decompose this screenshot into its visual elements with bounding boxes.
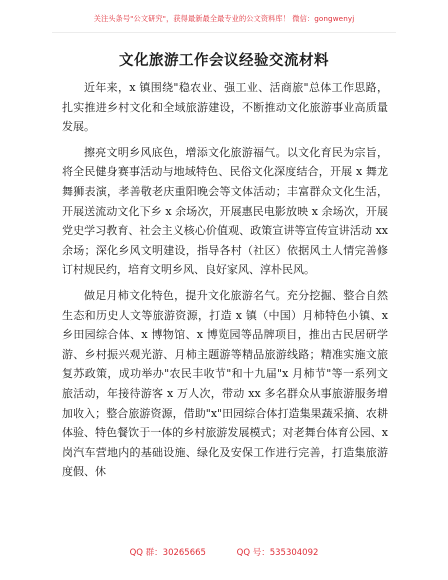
paragraph-civilization: 擦亮文明乡风底色，增添文化旅游福气。以文化育民为宗旨，将全民健身赛事活动与地域特色、民俗文化深度结合，开展 x 舞龙舞狮表演，孝善敬老庆重阳晚会等文体活动；丰富群众文化生活，开展送流动文化下乡 x 余场次，开展惠民电影放映 x 余场次，开展党史学习教育、社会主义核心价值观、政策宣讲等宣传宣讲活动 xx 余场；深化乡风文明建设，指导各村（社区）依据风土人情完善修订村规民约，培育文明乡风、良好家风、淳朴民风。 xyxy=(62,145,388,277)
document-title: 文化旅游工作会议经验交流材料 xyxy=(119,52,329,69)
footer-contact xyxy=(0,546,448,558)
paragraph-persimmon-culture: 做足月柿文化特色，提升文化旅游名气。充分挖掘、整合自然生态和历史人文等旅游资源，打造 x 镇（中国）月柿特色小镇、x 乡田园综合体、x 博物馆、x 博览园等品牌项目，推出古民居研学游、乡村振兴观光游、月柿主题游等精品旅游线路；精准实施文旅复苏政策，成功举办"农民丰收节"和十九届"x 月柿节"等一系列文旅活动，年接待游客 x 万人次，带动 xx 多名群众从事旅游服务增加收入；整合旅游资源，借助"x"田园综合体打造集果蔬采摘、农耕体验、特色餐饮于一体的乡村旅游发展模式；对老舞台体育公园、x 岗汽车营地内的基础设施、绿化及安保工作进行完善，打造集旅游度假、休 xyxy=(62,288,388,479)
paragraph-intro: 近年来，x 镇围绕"稳农业、强工业、活商旅"总体工作思路，扎实推进乡村文化和全域旅游建设，不断推动文化旅游事业高质量发展。 xyxy=(62,81,388,134)
header-divider xyxy=(52,32,396,33)
header-banner: 关注头条号"公文研究"，获得最新最全最专业的公文资料库！ 微信：gongwenyj xyxy=(93,14,355,23)
document-body xyxy=(62,78,388,488)
footer-qq-number: QQ 号：535304092 xyxy=(236,548,319,558)
footer-qq-group: QQ 群：30265665 xyxy=(129,548,206,558)
